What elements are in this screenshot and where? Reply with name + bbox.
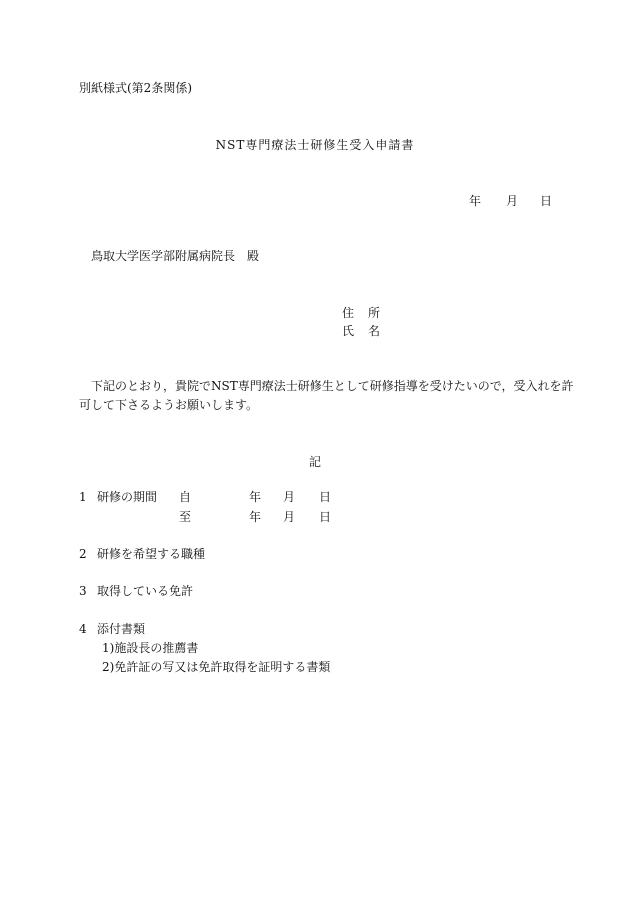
applicant-address-label: 住 所 [342, 306, 382, 320]
period-to-day: 日 [319, 510, 332, 524]
item-3-label: 取得している免許 [97, 584, 194, 598]
item-1-number: 1 [79, 490, 87, 504]
item-4-number: 4 [79, 622, 87, 636]
period-to-year: 年 [249, 510, 262, 524]
item-2-number: 2 [79, 547, 87, 561]
ki-heading: 記 [308, 455, 321, 469]
addressee: 鳥取大学医学部附属病院長 殿 [91, 249, 260, 263]
date-month-label: 月 [506, 194, 519, 208]
period-to-month: 月 [283, 510, 296, 524]
document-title: NST専門療法士研修生受入申請書 [215, 138, 415, 152]
attachment-item-1: 1)施設長の推薦書 [102, 641, 199, 655]
item-1-label: 研修の期間 [97, 490, 158, 504]
attachment-item-2: 2)免許証の写又は免許取得を証明する書類 [102, 660, 331, 674]
appendix-label: 別紙様式(第2条関係) [79, 81, 192, 95]
item-3-number: 3 [79, 584, 87, 598]
body-text-line-1: 下記のとおり，貴院でNST専門療法士研修生として研修指導を受けたいので，受入れを許 [91, 379, 574, 393]
date-day-label: 日 [540, 194, 553, 208]
body-text-line-2: 可して下さるようお願いします。 [79, 398, 259, 412]
date-year-label: 年 [469, 194, 482, 208]
item-2-label: 研修を希望する職種 [97, 547, 206, 561]
period-to-label: 至 [179, 510, 192, 524]
applicant-name-label: 氏 名 [342, 324, 382, 338]
item-4-label: 添付書類 [97, 622, 146, 636]
period-from-day: 日 [319, 490, 332, 504]
period-from-label: 自 [179, 490, 192, 504]
period-from-month: 月 [283, 490, 296, 504]
period-from-year: 年 [249, 490, 262, 504]
